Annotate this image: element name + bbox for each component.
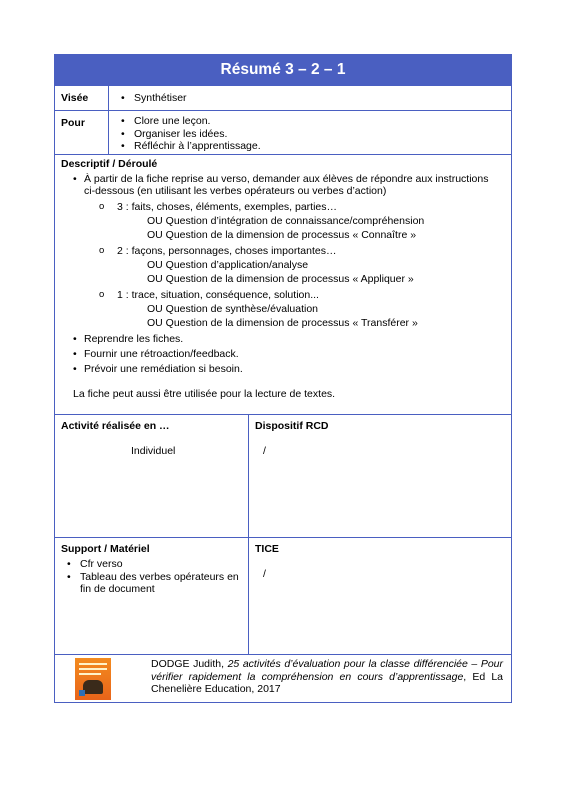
visee-row [55, 86, 511, 111]
reference-publisher: , Ed La Chenelière Education, 2017 [151, 670, 504, 696]
level-question: OU Question d’intégration de connaissance/compréhension [147, 214, 425, 227]
descriptif-heading: Descriptif / Déroulé [61, 158, 158, 170]
reference-book-title: 25 activités d’évaluation pour la classe différenciée – Pour vérifier rapidement la compréhension en cours d’apprentissage [151, 658, 503, 683]
book-cover-image [75, 658, 111, 700]
dispositif-cell [249, 415, 511, 537]
level-question: OU Question de la dimension de processus « Transférer » [147, 316, 418, 329]
visee-value [109, 86, 511, 110]
descriptif-section [55, 155, 511, 415]
pour-row [55, 111, 511, 155]
reference-row [55, 655, 511, 702]
level-question: OU Question de la dimension de processus « Connaître » [147, 228, 417, 241]
dispositif-value: / [263, 445, 266, 457]
level-question: OU Question de la dimension de processus « Appliquer » [147, 272, 414, 285]
support-cell [55, 538, 249, 654]
page-title: Résumé 3 – 2 – 1 [55, 55, 511, 86]
tice-heading: TICE [255, 543, 279, 555]
tice-value: / [263, 568, 266, 580]
pour-item: • Réfléchir à l’apprentissage. [109, 140, 511, 153]
steps-list [61, 332, 505, 377]
level-1: o 1 : trace, situation, conséquence, solution... [61, 288, 505, 302]
fiche-frame [54, 54, 512, 703]
level-question: OU Question d’application/analyse [147, 258, 309, 271]
step-item: • Fournir une rétroaction/feedback. [61, 347, 505, 362]
step-item: • Reprendre les fiches. [61, 332, 505, 347]
support-item: • Tableau des verbes opérateurs en fin de document [55, 571, 242, 596]
level-2: o 2 : façons, personnages, choses importantes… [61, 244, 505, 258]
pour-item: • Clore une leçon. [109, 115, 511, 128]
activite-heading: Activité réalisée en … [61, 420, 170, 432]
support-tice-row [55, 538, 511, 655]
intro-line: • À partir de la fiche reprise au verso, demander aux élèves de répondre aux instructions [84, 172, 489, 185]
tice-cell [249, 538, 511, 654]
intro-line: ci-dessous (en utilisant les verbes opérateurs ou verbes d’action) [84, 185, 387, 198]
reference-text [111, 655, 511, 702]
support-heading: Support / Matériel [61, 543, 150, 555]
activite-value: Individuel [131, 445, 176, 457]
support-item: • Cfr verso [55, 558, 242, 571]
activite-cell [55, 415, 249, 537]
pour-item: • Organiser les idées. [109, 128, 511, 141]
pour-value [109, 111, 511, 154]
support-list [55, 558, 242, 596]
dispositif-heading: Dispositif RCD [255, 420, 329, 432]
reference-author: DODGE Judith, [151, 658, 228, 670]
visee-label: Visée [55, 86, 109, 110]
level-3: o 3 : faits, choses, éléments, exemples, parties… [61, 200, 505, 214]
visee-item: • Synthétiser [109, 92, 511, 105]
step-item: • Prévoir une remédiation si besoin. [61, 362, 505, 377]
level-question: OU Question de synthèse/évaluation [147, 302, 319, 315]
activite-dispositif-row [55, 415, 511, 538]
pour-label: Pour [55, 111, 109, 154]
descriptif-intro [61, 173, 505, 198]
descriptif-note: La fiche peut aussi être utilisée pour la lecture de textes. [73, 387, 336, 400]
